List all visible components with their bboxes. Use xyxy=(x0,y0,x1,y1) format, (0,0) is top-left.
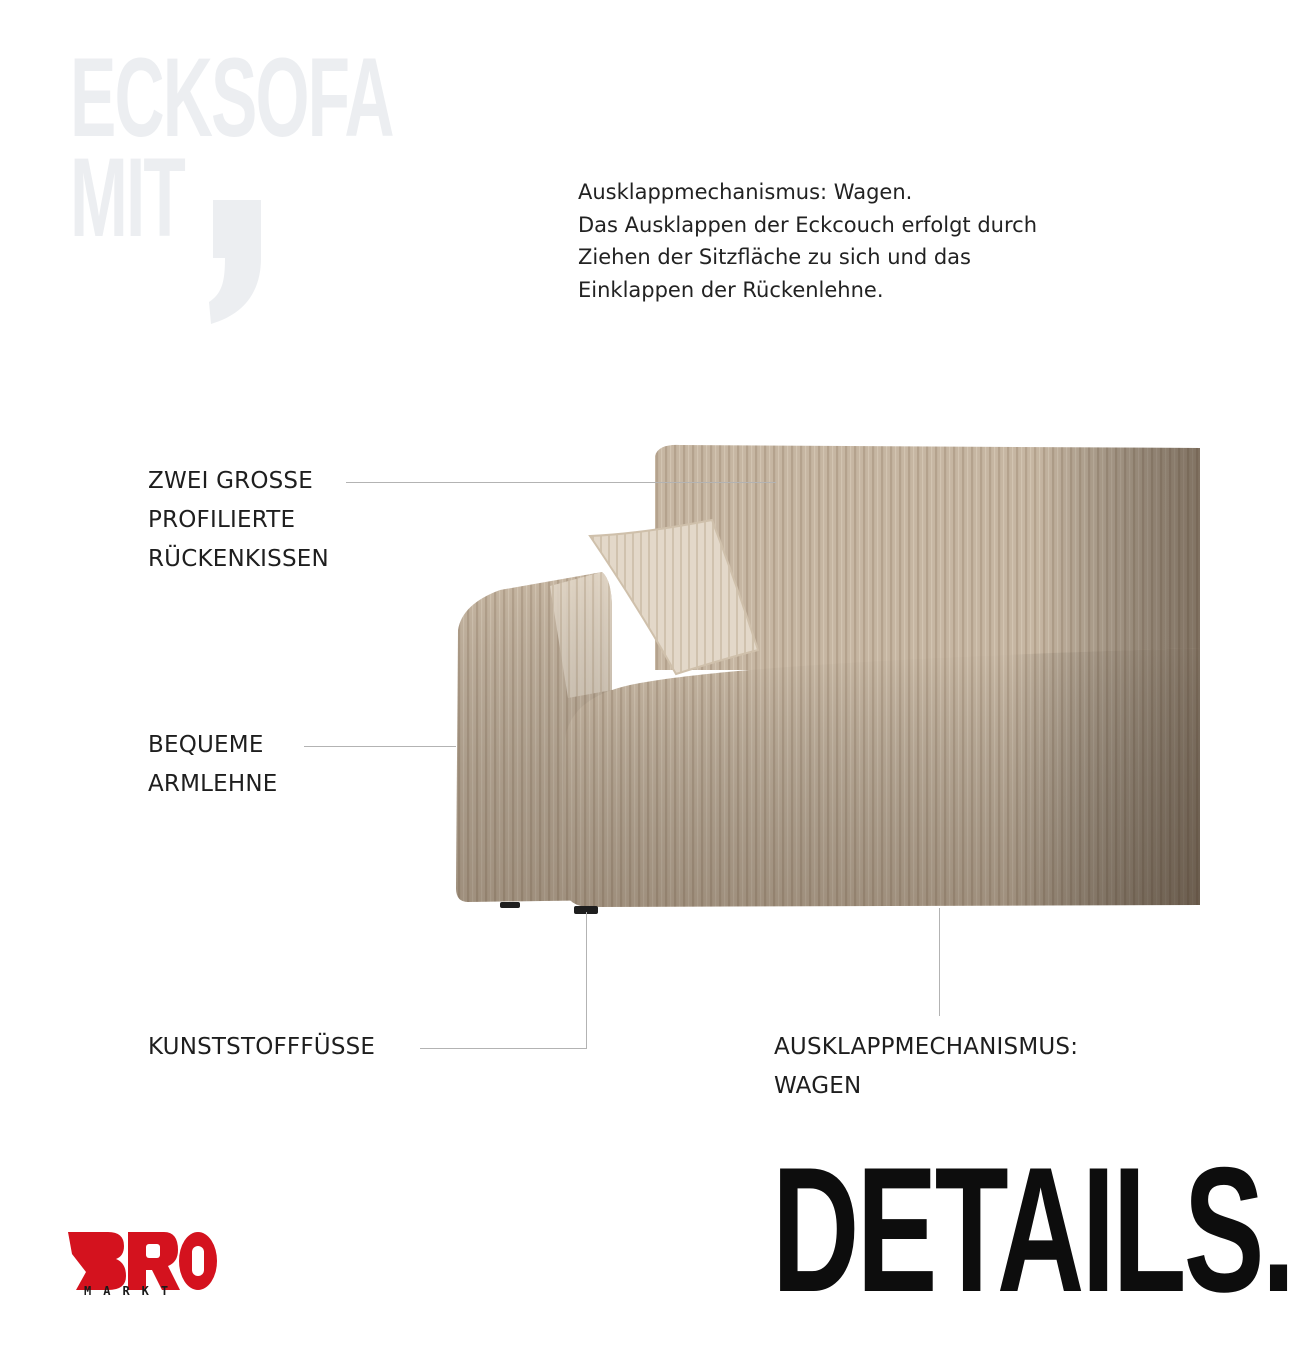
feature-label-line: PROFILIERTE xyxy=(148,507,296,533)
logo-subtext: MARKT xyxy=(84,1284,181,1298)
leader-line-feet xyxy=(420,1048,587,1049)
feature-label-line: AUSKLAPPMECHANISMUS: xyxy=(774,1034,1079,1060)
feature-label-line: ARMLEHNE xyxy=(148,771,278,797)
feature-back-cushions xyxy=(148,462,329,579)
details-heading: DETAILS. xyxy=(772,1130,1293,1329)
description-line: Einklappen der Rückenlehne. xyxy=(578,277,884,302)
feature-label-line: RÜCKENKISSEN xyxy=(148,546,329,572)
feature-mechanism xyxy=(774,1028,1078,1106)
feature-label-line: BEQUEME xyxy=(148,732,264,758)
leader-line-feet-vertical xyxy=(586,912,587,1049)
leader-line-armrest xyxy=(304,746,456,747)
description-line: Ziehen der Sitzfläche zu sich und das xyxy=(578,245,971,269)
feature-label-line: ZWEI GROSSE xyxy=(148,468,313,494)
feature-label-line: KUNSTSTOFFFÜSSE xyxy=(148,1034,376,1060)
feature-armrest xyxy=(148,726,278,804)
feature-feet xyxy=(148,1028,375,1067)
background-title-line-1: ECKSOFA xyxy=(70,35,393,160)
background-title-line-2: MIT xyxy=(70,135,184,260)
description-line: Das Ausklappen der Eckcouch erfolgt durch xyxy=(578,212,1038,237)
feature-label-line: WAGEN xyxy=(774,1073,862,1099)
description-line: Ausklappmechanismus: Wagen. xyxy=(578,180,913,204)
description-text xyxy=(578,176,1138,306)
leader-line-mechanism xyxy=(939,908,940,1016)
sofa-image xyxy=(440,440,1200,920)
comma-icon xyxy=(205,196,265,326)
leader-line-back-cushions xyxy=(346,482,776,483)
